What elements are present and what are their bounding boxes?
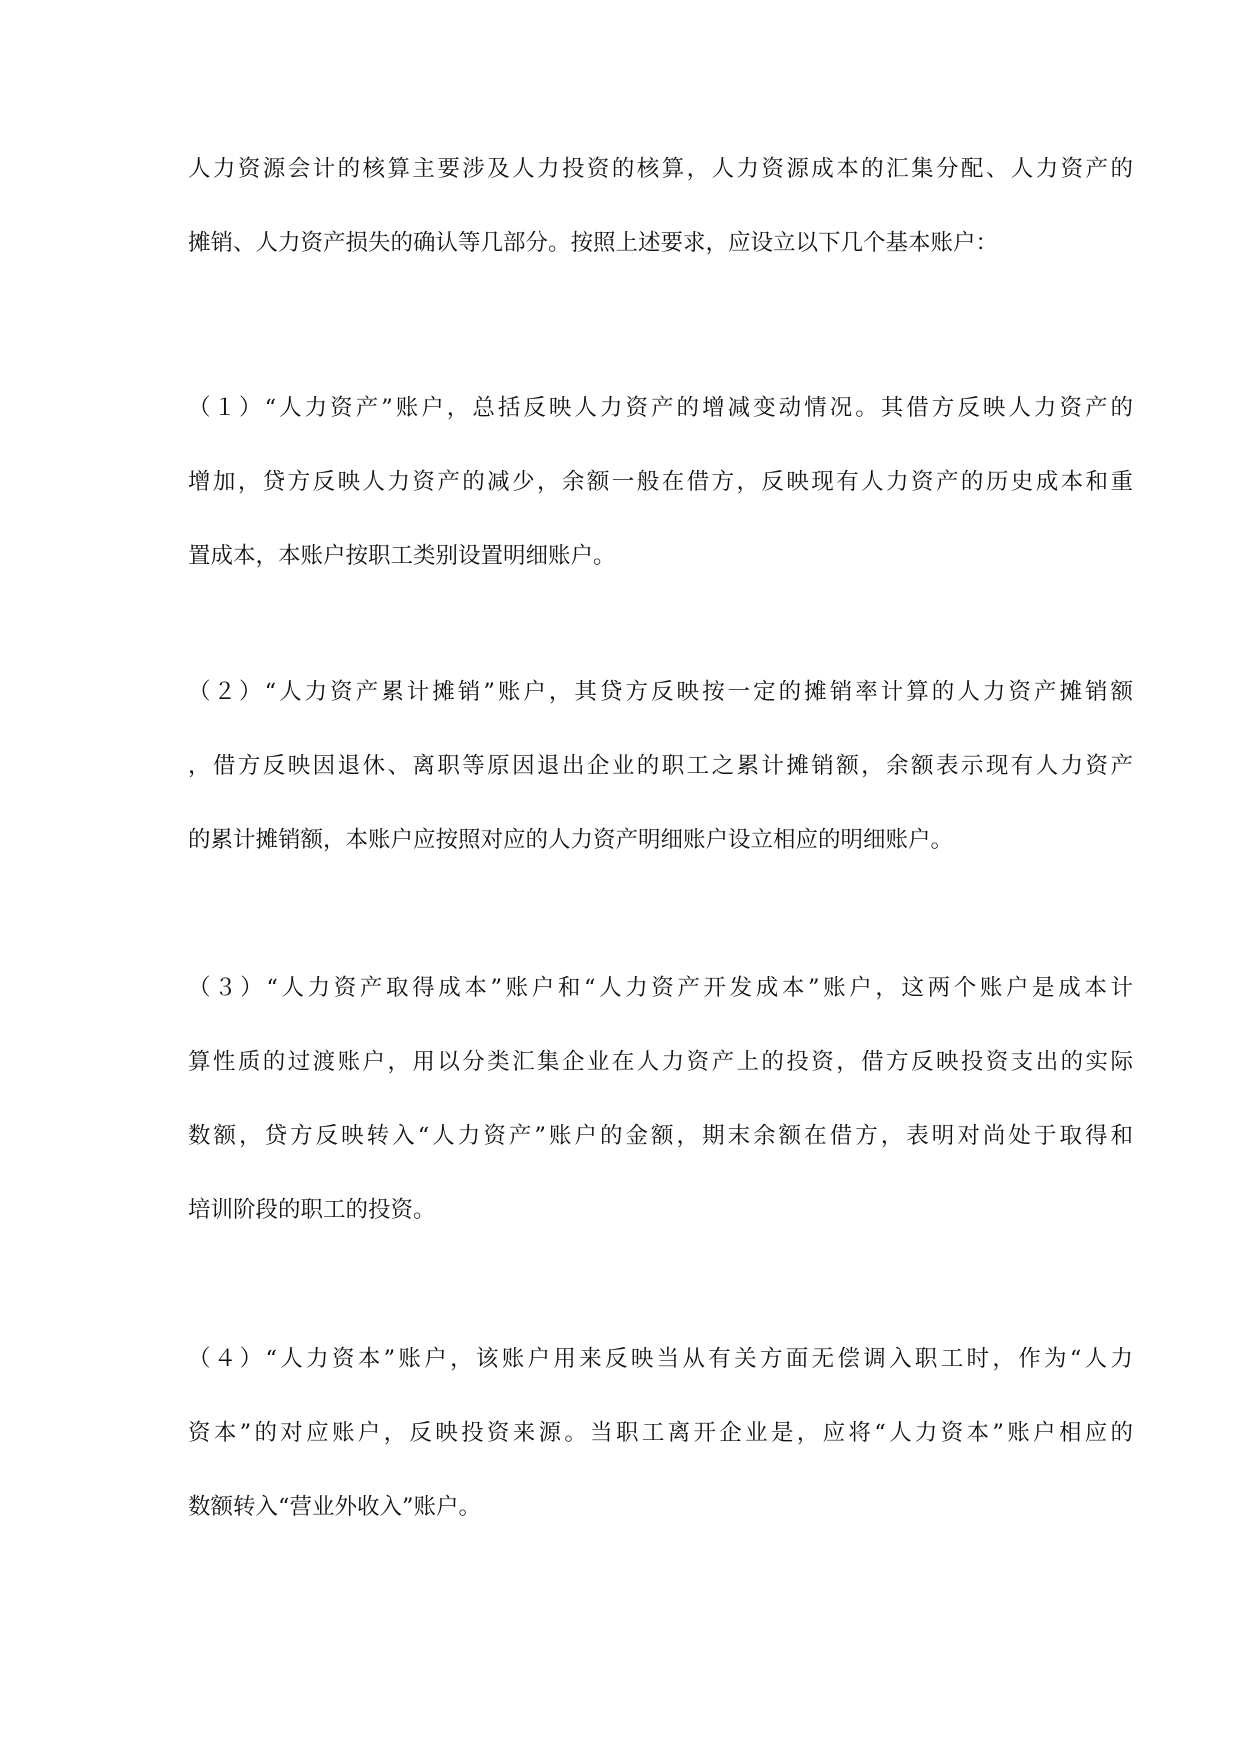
paragraph-5-line-2: 资本”的对应账户，反映投资来源。当职工离开企业是，应将“人力资本”账户相应的 <box>188 1420 1133 1446</box>
paragraph-5-line-3: 数额转入“营业外收入”账户。 <box>188 1494 482 1520</box>
paragraph-1-line-1: 人力资源会计的核算主要涉及人力投资的核算，人力资源成本的汇集分配、人力资产的 <box>188 156 1133 182</box>
paragraph-4-line-1: （３）“人力资产取得成本”账户和“人力资产开发成本”账户，这两个账户是成本计 <box>188 975 1133 1001</box>
paragraph-4-line-4: 培训阶段的职工的投资。 <box>188 1197 436 1223</box>
paragraph-2-line-1: （１）“人力资产”账户，总括反映人力资产的增减变动情况。其借方反映人力资产的 <box>188 395 1133 421</box>
paragraph-4-line-2: 算性质的过渡账户，用以分类汇集企业在人力资产上的投资，借方反映投资支出的实际 <box>188 1049 1133 1075</box>
paragraph-1-line-2: 摊销、人力资产损失的确认等几部分。按照上述要求，应设立以下几个基本账户： <box>188 230 999 256</box>
paragraph-3-line-2: ，借方反映因退休、离职等原因退出企业的职工之累计摊销额，余额表示现有人力资产 <box>188 753 1133 779</box>
paragraph-3-line-3: 的累计摊销额，本账户应按照对应的人力资产明细账户设立相应的明细账户。 <box>188 827 954 853</box>
paragraph-2-line-3: 置成本，本账户按职工类别设置明细账户。 <box>188 543 616 569</box>
paragraph-5-line-1: （４）“人力资本”账户，该账户用来反映当从有关方面无偿调入职工时，作为“人力 <box>188 1346 1133 1372</box>
paragraph-4-line-3: 数额，贷方反映转入“人力资产”账户的金额，期末余额在借方，表明对尚处于取得和 <box>188 1123 1133 1149</box>
paragraph-3-line-1: （２）“人力资产累计摊销”账户，其贷方反映按一定的摊销率计算的人力资产摊销额 <box>188 679 1133 705</box>
paragraph-2-line-2: 增加，贷方反映人力资产的减少，余额一般在借方，反映现有人力资产的历史成本和重 <box>188 469 1133 495</box>
